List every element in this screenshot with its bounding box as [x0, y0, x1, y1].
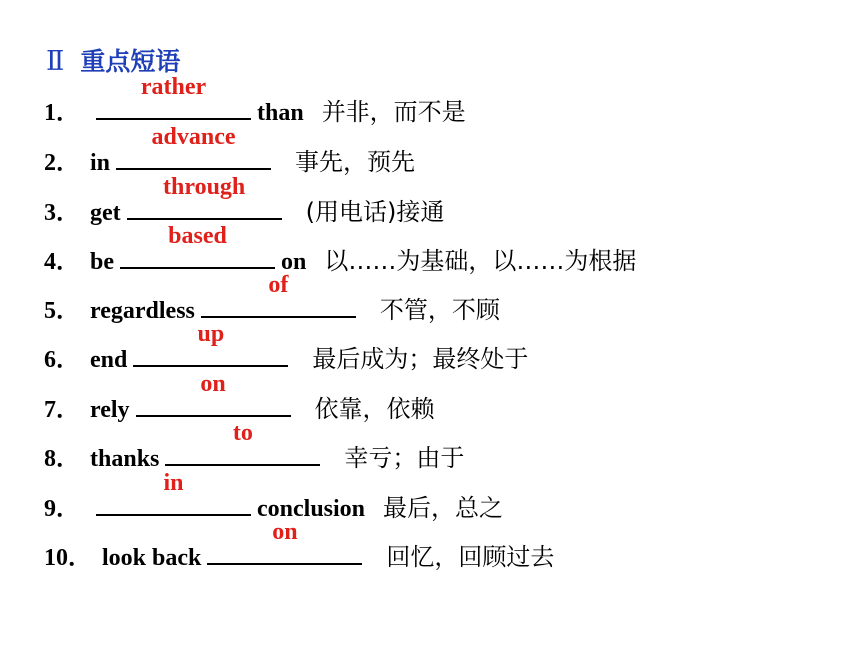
phrase-row	[44, 321, 529, 373]
answer-text: in	[163, 470, 184, 496]
answer-blank	[120, 223, 275, 269]
phrase-pre: end	[90, 347, 128, 373]
section-heading	[46, 42, 180, 78]
answer-text: advance	[151, 124, 236, 150]
phrase-post: than	[257, 100, 304, 126]
phrase-post: on	[281, 249, 307, 275]
phrase-pre: in	[90, 150, 111, 176]
phrase-pre: regardless	[90, 298, 195, 324]
phrase-pre: thanks	[90, 446, 160, 472]
phrase-meaning: 事先，预先	[295, 148, 416, 176]
answer-blank	[207, 519, 362, 565]
phrase-pre: be	[90, 249, 114, 275]
phrase-meaning: 并非，而不是	[321, 98, 466, 126]
item-number: 5．	[44, 298, 80, 324]
answer-blank	[96, 74, 251, 120]
answer-blank	[165, 420, 320, 466]
phrase-meaning: (用电话)接通	[305, 198, 445, 226]
phrase-row	[44, 519, 555, 571]
item-number: 4．	[44, 249, 80, 275]
phrase-post: conclusion	[257, 496, 366, 522]
phrase-meaning: 最后，总之	[383, 494, 504, 522]
answer-blank	[201, 272, 356, 318]
phrase-meaning: 不管，不顾	[379, 296, 500, 324]
section-title: 重点短语	[80, 47, 181, 76]
item-number: 6．	[44, 347, 80, 373]
phrase-pre: rely	[90, 397, 130, 423]
phrase-row	[44, 174, 445, 226]
item-number: 8．	[44, 446, 80, 472]
item-number: 3．	[44, 200, 80, 226]
section-numeral: Ⅱ	[46, 46, 65, 76]
phrase-row	[44, 371, 435, 423]
item-number: 9．	[44, 496, 80, 522]
phrase-row	[44, 470, 504, 522]
phrase-row	[44, 124, 416, 176]
answer-blank	[127, 174, 282, 220]
phrase-row	[44, 420, 465, 472]
answer-blank	[116, 124, 271, 170]
answer-text: on	[272, 519, 298, 545]
item-number: 1．	[44, 100, 80, 126]
phrase-meaning: 最后成为；最终处于	[312, 345, 529, 373]
phrase-meaning: 以……为基础，以……为根据	[324, 247, 637, 275]
phrase-row	[44, 272, 500, 324]
phrase-pre: get	[90, 200, 121, 226]
answer-text: rather	[140, 74, 207, 100]
answer-text: up	[197, 321, 225, 347]
item-number: 2．	[44, 150, 80, 176]
answer-blank	[96, 470, 251, 516]
phrase-row	[44, 223, 637, 275]
phrase-meaning: 回忆，回顾过去	[386, 543, 555, 571]
answer-blank	[136, 371, 291, 417]
item-number: 7．	[44, 397, 80, 423]
answer-text: based	[168, 223, 227, 249]
answer-text: of	[268, 272, 289, 298]
phrase-meaning: 依靠，依赖	[314, 395, 435, 423]
answer-text: on	[200, 371, 226, 397]
phrase-row	[44, 74, 466, 126]
phrase-meaning: 幸亏；由于	[344, 444, 465, 472]
phrase-pre: look back	[102, 545, 202, 571]
answer-text: to	[232, 420, 253, 446]
answer-blank	[133, 321, 288, 367]
answer-text: through	[163, 174, 246, 200]
item-number: 10．	[44, 545, 92, 571]
